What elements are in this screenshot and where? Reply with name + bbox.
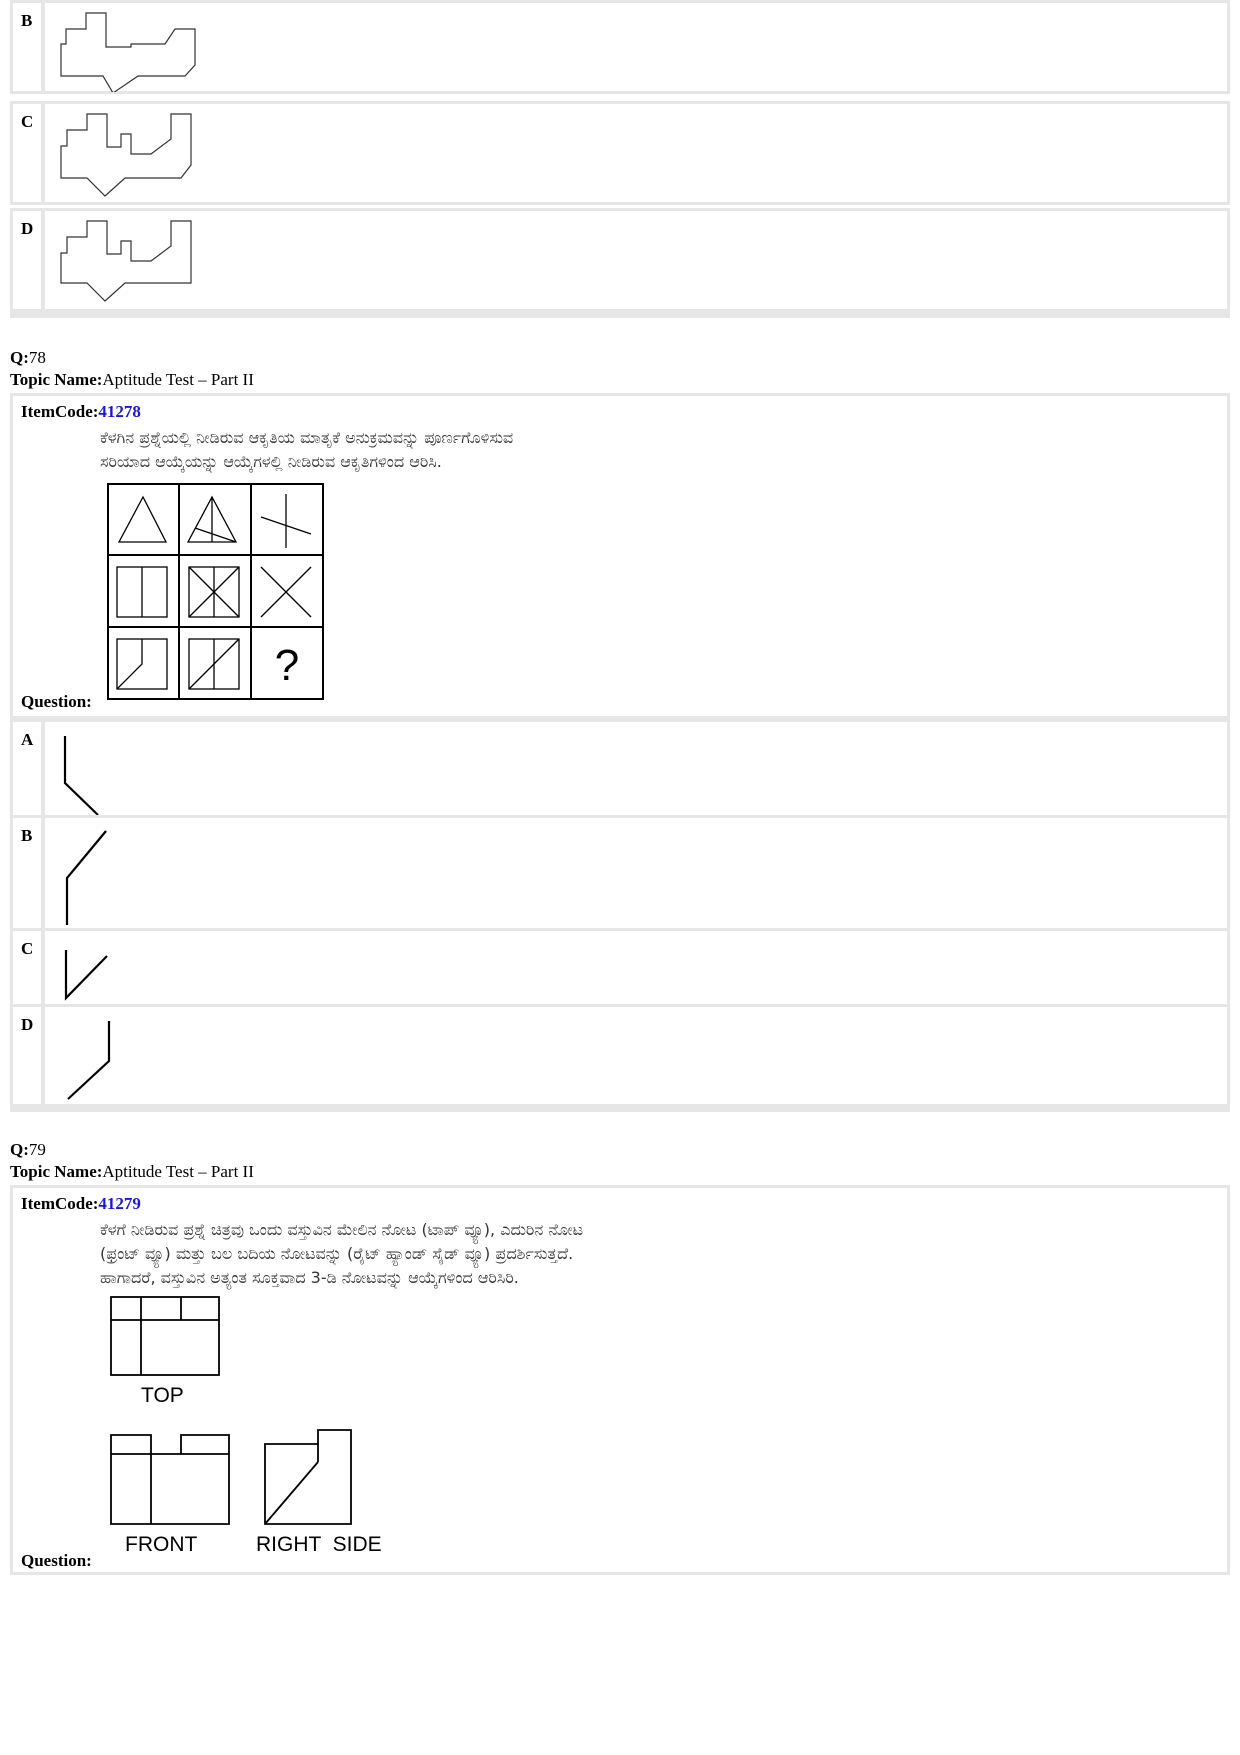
option-figure	[53, 945, 113, 1005]
divider	[41, 211, 45, 309]
item-code: ItemCode:41278	[21, 402, 141, 421]
option-letter: D	[21, 219, 34, 238]
option-letter: B	[21, 11, 33, 30]
question-number-line: Q:79	[10, 1140, 46, 1159]
prev-option-d[interactable]	[10, 208, 1230, 312]
option-figure	[53, 1019, 123, 1104]
q78-option-d[interactable]	[10, 1004, 1230, 1107]
topic-line: Topic Name:Aptitude Test – Part II	[10, 1162, 254, 1181]
right-side-view-figure	[263, 1428, 363, 1528]
front-view-figure	[109, 1433, 239, 1528]
top-view-label: TOP	[141, 1384, 184, 1407]
q78-header	[10, 347, 254, 391]
option-figure	[53, 219, 223, 309]
figure-matrix	[106, 482, 326, 704]
topic-line: Topic Name:Aptitude Test – Part II	[10, 370, 254, 389]
divider	[41, 104, 45, 202]
divider	[41, 3, 45, 91]
option-figure	[53, 112, 223, 202]
question-text-line-2: ಸರಿಯಾದ ಆಯ್ಕೆಯನ್ನು ಆಯ್ಕೆಗಳಲ್ಲಿ ನೀಡಿರುವ ಆಕೃತಿಗಳಿಂದ ಆರಿಸಿ.	[100, 452, 442, 471]
q78-option-b[interactable]	[10, 815, 1230, 931]
missing-figure-mark: ?	[274, 641, 300, 690]
option-figure	[53, 828, 113, 928]
question-label: Question:	[21, 692, 92, 711]
top-view-figure	[109, 1295, 224, 1380]
question-text-line-1: ಕೆಳಗೆ ನೀಡಿರುವ ಪ್ರಶ್ನೆ ಚಿತ್ರವು ಒಂದು ವಸ್ತುವಿನ ಮೇಲಿನ ನೋಟ (ಟಾಪ್ ವ್ಯೂ), ಎದುರಿನ ನೋಟ	[100, 1220, 584, 1239]
q78-option-a[interactable]	[10, 719, 1230, 818]
table-bottom-border	[10, 312, 1230, 318]
q78-question-box	[10, 393, 1230, 719]
front-view-label: FRONT	[125, 1533, 198, 1556]
divider	[41, 722, 45, 815]
option-letter: C	[21, 939, 34, 958]
option-letter: B	[21, 826, 33, 845]
question-text-line-2: (ಫ್ರಂಟ್ ವ್ಯೂ) ಮತ್ತು ಬಲ ಬದಿಯ ನೋಟವನ್ನು (ರೈಟ್ ಹ್ಯಾಂಡ್ ಸೈಡ್ ವ್ಯೂ) ಪ್ರದರ್ಶಿಸುತ್ತದೆ.	[100, 1244, 574, 1263]
option-figure	[53, 7, 223, 92]
divider	[41, 818, 45, 928]
right-side-view-label: RIGHT SIDE	[256, 1533, 382, 1556]
question-text-line-3: ಹಾಗಾದರೆ, ವಸ್ತುವಿನ ಅತ್ಯಂತ ಸೂಕ್ತವಾದ 3-ಡಿ ನೋಟವನ್ನು ಆಯ್ಕೆಗಳಿಂದ ಆರಿಸಿರಿ.	[100, 1268, 519, 1287]
divider	[41, 1007, 45, 1104]
option-letter: C	[21, 112, 34, 131]
option-figure	[53, 728, 113, 818]
q79-question-box	[10, 1185, 1230, 1575]
q78-option-c[interactable]	[10, 928, 1230, 1007]
question-text-line-1: ಕೆಳಗಿನ ಪ್ರಶ್ನೆಯಲ್ಲಿ ನೀಡಿರುವ ಆಕೃತಿಯ ಮಾತೃಕೆ ಅನುಕ್ರಮವನ್ನು ಪೂರ್ಣಗೊಳಿಸುವ	[100, 428, 514, 447]
prev-option-c[interactable]	[10, 101, 1230, 205]
table-bottom-border	[10, 1106, 1230, 1112]
question-number-line: Q:78	[10, 348, 46, 367]
option-letter: A	[21, 730, 34, 749]
q79-header	[10, 1139, 254, 1183]
question-label: Question:	[21, 1551, 92, 1570]
prev-option-b[interactable]	[10, 0, 1230, 94]
divider	[41, 931, 45, 1004]
option-letter: D	[21, 1015, 34, 1034]
item-code: ItemCode:41279	[21, 1194, 141, 1213]
